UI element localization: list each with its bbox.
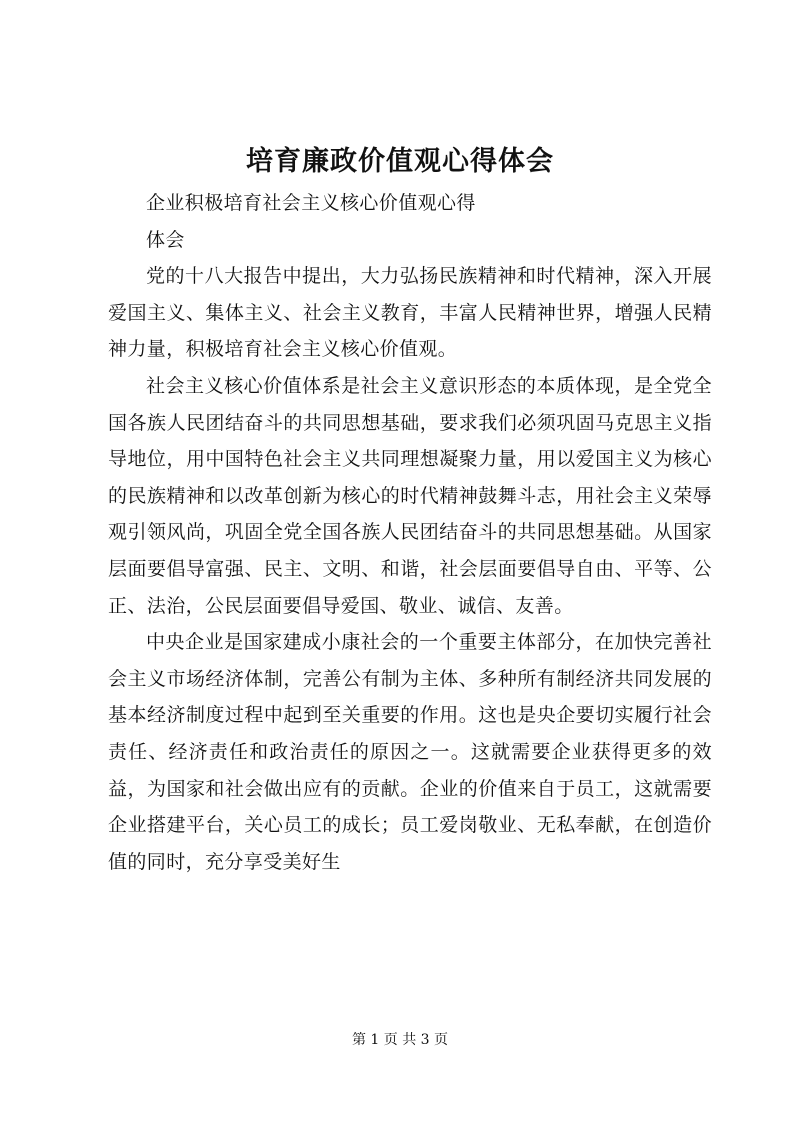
paragraph-core-values: 社会主义核心价值体系是社会主义意识形态的本质体现，是全党全国各族人民团结奋斗的共同思想基础，要求我们必须巩固马克思主义指导地位，用中国特色社会主义共同理想凝聚力量，用以爱国主义为核心的民族精神和以改革创新为核心的时代精神鼓舞斗志，用社会主义荣辱观引领风尚，巩固全党全国各族人民团结奋斗的共同思想基础。从国家层面要倡导富强、民主、文明、和谐，社会层面要倡导自由、平等、公正、法治，公民层面要倡导爱国、敬业、诚信、友善。 <box>108 374 712 617</box>
paragraph-subtitle-line-1: 企业积极培育社会主义核心价值观心得 <box>146 192 476 214</box>
paragraph-intro: 党的十八大报告中提出，大力弘扬民族精神和时代精神，深入开展爱国主义、集体主义、社会主义教育，丰富人民精神世界，增强人民精神力量，积极培育社会主义核心价值观。 <box>108 265 712 361</box>
paragraph-central-enterprises: 中央企业是国家建成小康社会的一个重要主体部分，在加快完善社会主义市场经济体制，完善公有制为主体、多种所有制经济共同发展的基本经济制度过程中起到至关重要的作用。这也是央企要切实履行社会责任、经济责任和政治责任的原因之一。这就需要企业获得更多的效益，为国家和社会做出应有的贡献。企业的价值来自于员工，这就需要企业搭建平台，关心员工的成长；员工爱岗敬业、无私奉献，在创造价值的同时，充分享受美好生 <box>108 631 712 873</box>
document-body <box>108 185 712 880</box>
document-title: 培育廉政价值观心得体会 <box>246 146 554 177</box>
paragraph-subtitle-line-2: 体会 <box>146 228 185 251</box>
page-footer: 第 1 页 共 3 页 <box>351 1032 449 1048</box>
